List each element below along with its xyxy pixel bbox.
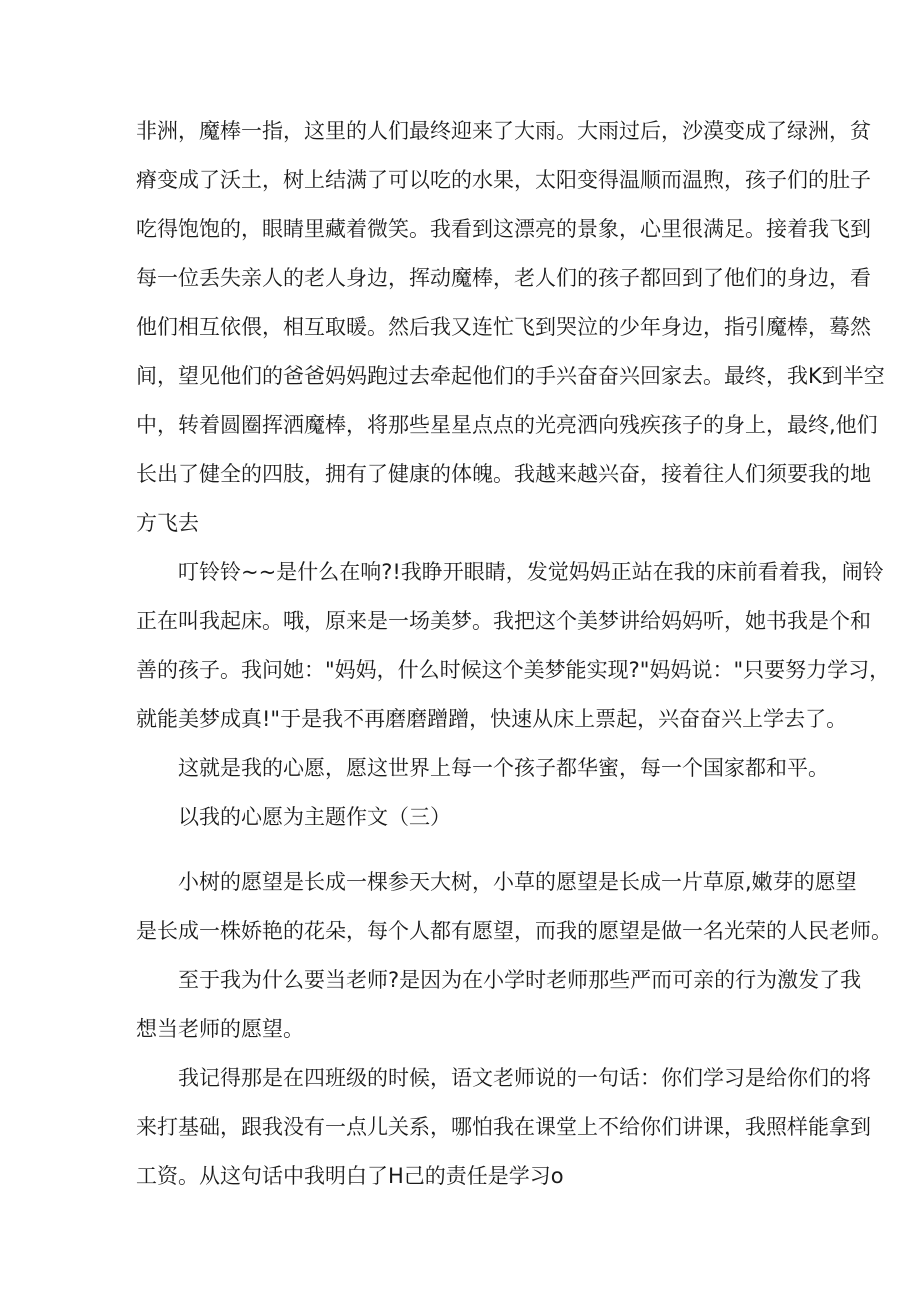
text-line: 善的孩子。我问她："妈妈，什么时候这个美梦能实现?"妈妈说："只要努力学习， (136, 658, 891, 682)
text-line: 中，转着圆圈挥洒魔棒，将那些星星点点的光亮洒向残疾孩子的身上，最终,他们 (136, 413, 878, 437)
text-line: 就能美梦成真!"于是我不再磨磨蹭蹭，快速从床上票起，兴奋奋兴上学去了。 (136, 707, 848, 731)
text-line: 长出了健全的四肢，拥有了健康的体魄。我越来越兴奋，接着往人们须要我的地 (136, 462, 871, 486)
text-line: 他们相互依偎，相互取暖。然后我又连忙飞到哭泣的少年身边，指引魔棒，蓦然 (136, 315, 871, 339)
text-line: 正在叫我起床。哦，原来是一场美梦。我把这个美梦讲给妈妈听，她书我是个和 (136, 609, 871, 633)
text-line: 是长成一株娇艳的花朵，每个人都有愿望，而我的愿望是做一名光荣的人民老师。 (136, 919, 892, 943)
text-line: 非洲，魔棒一指，这里的人们最终迎来了大雨。大雨过后，沙漠变成了绿洲，贫 (136, 119, 871, 143)
text-line: 至于我为什么要当老师?是因为在小学时老师那些严而可亲的行为激发了我 (178, 968, 862, 992)
text-line: 吃得饱饱的，眼睛里藏着微笑。我看到这漂亮的景象，心里很满足。接着我飞到 (136, 217, 871, 241)
text-line: 来打基础，跟我没有一点儿关系，哪怕我在课堂上不给你们讲课，我照样能拿到 (136, 1115, 871, 1139)
text-line: 间，望见他们的爸爸妈妈跑过去牵起他们的手兴奋奋兴回家去。最终，我K到半空 (136, 364, 885, 388)
text-line: 瘠变成了沃土，树上结满了可以吃的水果，太阳变得温顺而温煦，孩子们的肚子 (136, 168, 871, 192)
text-line: 叮铃铃~~是什么在响?!我睁开眼睛，发觉妈妈正站在我的床前看着我，闹铃 (178, 560, 884, 584)
text-line: 方飞去 (136, 511, 199, 535)
text-line: 小树的愿望是长成一棵参天大树，小草的愿望是长成一片草原,嫩芽的愿望 (178, 870, 857, 894)
text-line: 想当老师的愿望。 (136, 1017, 304, 1041)
text-line: 我记得那是在四班级的时候，语文老师说的一句话：你们学习是给你们的将 (178, 1066, 871, 1090)
text-line: 工资。从这句话中我明白了H己的责任是学习o (136, 1164, 564, 1188)
text-line: 每一位丢失亲人的老人身边，挥动魔棒，老人们的孩子都回到了他们的身边，看 (136, 266, 871, 290)
text-line: 这就是我的心愿，愿这世界上每一个孩子都华蜜，每一个国家都和平。 (178, 756, 829, 780)
section-heading: 以我的心愿为主题作文（三） (178, 805, 451, 829)
